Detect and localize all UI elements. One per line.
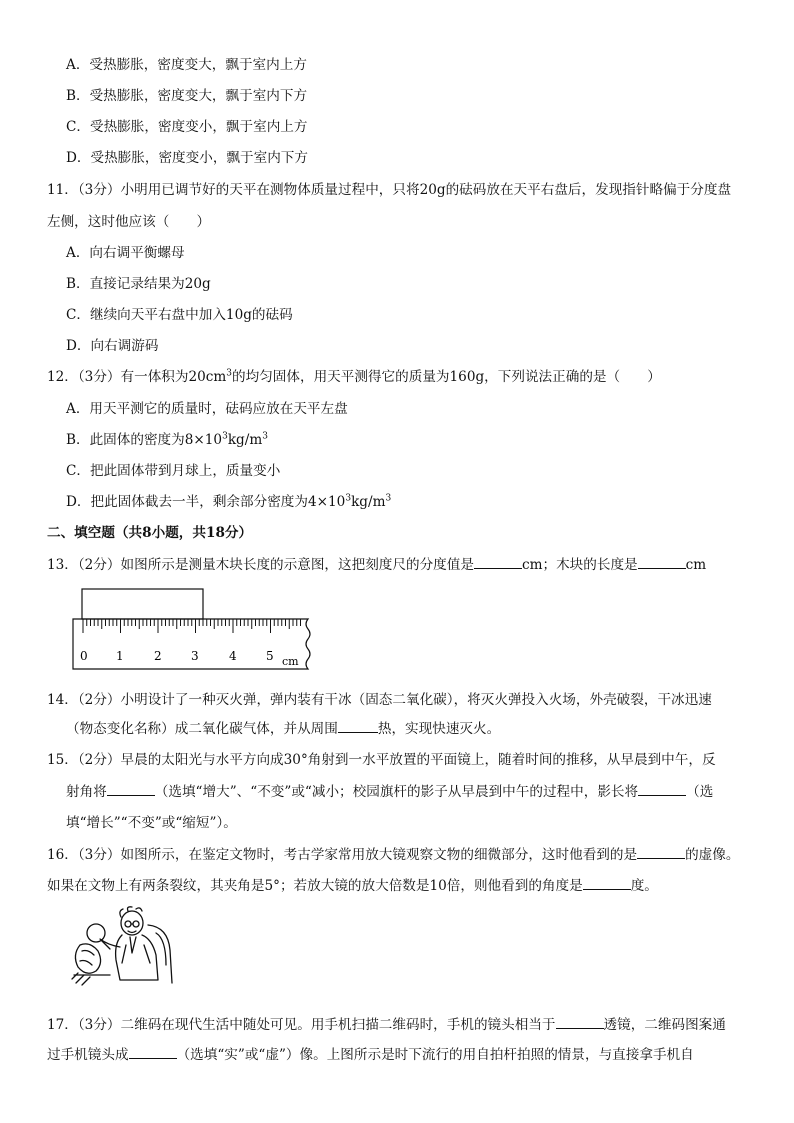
q15-stem-2b: （选填“增大”、“不变”或“减小；校园旗杆的影子从早晨到中午的过程中，影长将 (154, 784, 639, 800)
q12-option-a: A．用天平测它的质量时，砝码应放在天平左盘 (66, 401, 348, 417)
section-heading-fill-in: 二、填空题（共8小题，共18分） (47, 525, 253, 541)
q15-stem-line1: 15．（2分）早晨的太阳光与水平方向成30°角射到一水平放置的平面镜上，随着时间的推移，从早晨到中午，反 (47, 752, 716, 768)
q11-option-c: C．继续向天平右盘中加入10g的砝码 (66, 307, 293, 323)
q17-stem-line1 (47, 1015, 726, 1035)
q11-option-a: A．向右调平衡螺母 (66, 245, 185, 261)
q10-option-d: D．受热膨胀，密度变小，飘于室内下方 (66, 150, 308, 166)
q10-option-b: B．受热膨胀，密度变大，飘于室内下方 (66, 88, 308, 104)
q12-option-c: C．把此固体带到月球上，质量变小 (66, 463, 281, 479)
q17-blank-1 (556, 1016, 604, 1029)
ruler-unit-label: cm (282, 655, 299, 668)
q12-optd-a: D．把此固体截去一半，剩余部分密度为4×10 (66, 494, 346, 510)
q13-stem-a: 13．（2分）如图所示是测量木块长度的示意图，这把刻度尺的分度值是 (47, 557, 474, 573)
q12-stem-sup: 3 (226, 368, 233, 379)
q17-stem-2b: （选填“实”或“虚”）像。上图所示是时下流行的用自拍杆拍照的情景，与直接拿手机自 (176, 1047, 694, 1063)
ruler-figure (68, 586, 324, 676)
q13-stem-b: cm；木块的长度是 (521, 557, 638, 573)
q13-stem (47, 555, 706, 575)
ruler-ticks (83, 619, 301, 633)
wood-block (82, 589, 203, 619)
q12-optd-b: kg/m (351, 494, 386, 510)
q15-stem-2c: （选 (686, 784, 714, 800)
q16-stem-2b: 度。 (630, 878, 658, 894)
q12-optb-b: kg/m (227, 432, 263, 448)
ruler-label-4: 4 (229, 649, 237, 663)
q11-option-b: B．直接记录结果为20g (66, 276, 211, 292)
ruler-label-1: 1 (116, 649, 124, 663)
q15-stem-line2 (66, 782, 713, 802)
archaeologist-magnifier-illustration (70, 905, 185, 987)
q11-stem-line1: 11．（3分）小明用已调节好的天平在测物体质量过程中，只将20g的砝码放在天平右盘后，发现指针略偏于分度盘 (47, 182, 732, 198)
ruler-labels (80, 649, 299, 668)
q12-optd-sup2: 3 (385, 493, 392, 504)
q10-option-a: A．受热膨胀，密度变大，飘于室内上方 (66, 57, 307, 73)
q12-optb-a: B．此固体的密度为8×10 (66, 432, 223, 448)
q15-blank-1 (107, 783, 155, 796)
q16-stem-line2 (47, 876, 658, 896)
ruler-label-5: 5 (266, 649, 274, 663)
q13-blank-2 (638, 556, 686, 569)
q12-option-b (66, 430, 268, 450)
q15-stem-2a: 射角将 (66, 784, 107, 800)
q16-stem-line1 (47, 845, 739, 865)
q14-stem-2b: 热，实现快速灭火。 (377, 721, 501, 737)
q17-stem-line2 (47, 1045, 694, 1065)
q16-stem-1a: 16．（3分）如图所示，在鉴定文物时，考古学家常用放大镜观察文物的细微部分，这时他看到的是 (47, 847, 638, 863)
ruler-label-2: 2 (154, 649, 162, 663)
q12-optb-sup1: 3 (222, 431, 228, 442)
q17-stem-2a: 过手机镜头成 (47, 1047, 129, 1063)
q12-stem-b: 的均匀固体，用天平测得它的质量为160g，下列说法正确的是（ ） (232, 369, 661, 385)
q15-blank-2 (638, 783, 686, 796)
q11-option-d: D．向右调游码 (66, 338, 159, 354)
q12-optd-sup1: 3 (345, 493, 352, 504)
q16-stem-1b: 的虚像。 (685, 847, 740, 863)
q16-stem-2a: 如果在文物上有两条裂纹，其夹角是5°；若放大镜的放大倍数是10倍，则他看到的角度是 (47, 878, 583, 894)
q13-blank-1 (474, 556, 522, 569)
q17-stem-1b: 透镜，二维码图案通 (603, 1017, 726, 1033)
ruler-label-3: 3 (191, 649, 199, 663)
q16-blank-1 (637, 846, 685, 859)
q12-stem-a: 12．（3分）有一体积为20cm (47, 369, 227, 385)
q14-stem-2a: （物态变化名称）成二氧化碳气体，并从周围 (66, 721, 338, 737)
q14-stem-line2 (66, 719, 500, 739)
q17-stem-1a: 17．（3分）二维码在现代生活中随处可见。用手机扫描二维码时，手机的镜头相当于 (47, 1017, 556, 1033)
q11-stem-line2: 左侧，这时他应该（ ） (47, 214, 211, 230)
q10-option-c: C．受热膨胀，密度变小，飘于室内上方 (66, 119, 308, 135)
q12-optb-sup2: 3 (262, 431, 268, 442)
q12-stem (47, 367, 661, 387)
q16-blank-2 (583, 877, 631, 890)
q13-stem-c: cm (685, 557, 707, 573)
q15-stem-line3: 填“增长”“不变”或“缩短”）。 (66, 815, 237, 831)
q12-option-d (66, 492, 391, 512)
q17-blank-2 (129, 1046, 177, 1059)
ruler-label-0: 0 (80, 649, 88, 663)
q14-stem-line1: 14．（2分）小明设计了一种灭火弹，弹内装有干冰（固态二氧化碳），将灭火弹投入火场，外壳破裂，干冰迅速 (47, 692, 712, 708)
q14-blank (338, 720, 378, 733)
